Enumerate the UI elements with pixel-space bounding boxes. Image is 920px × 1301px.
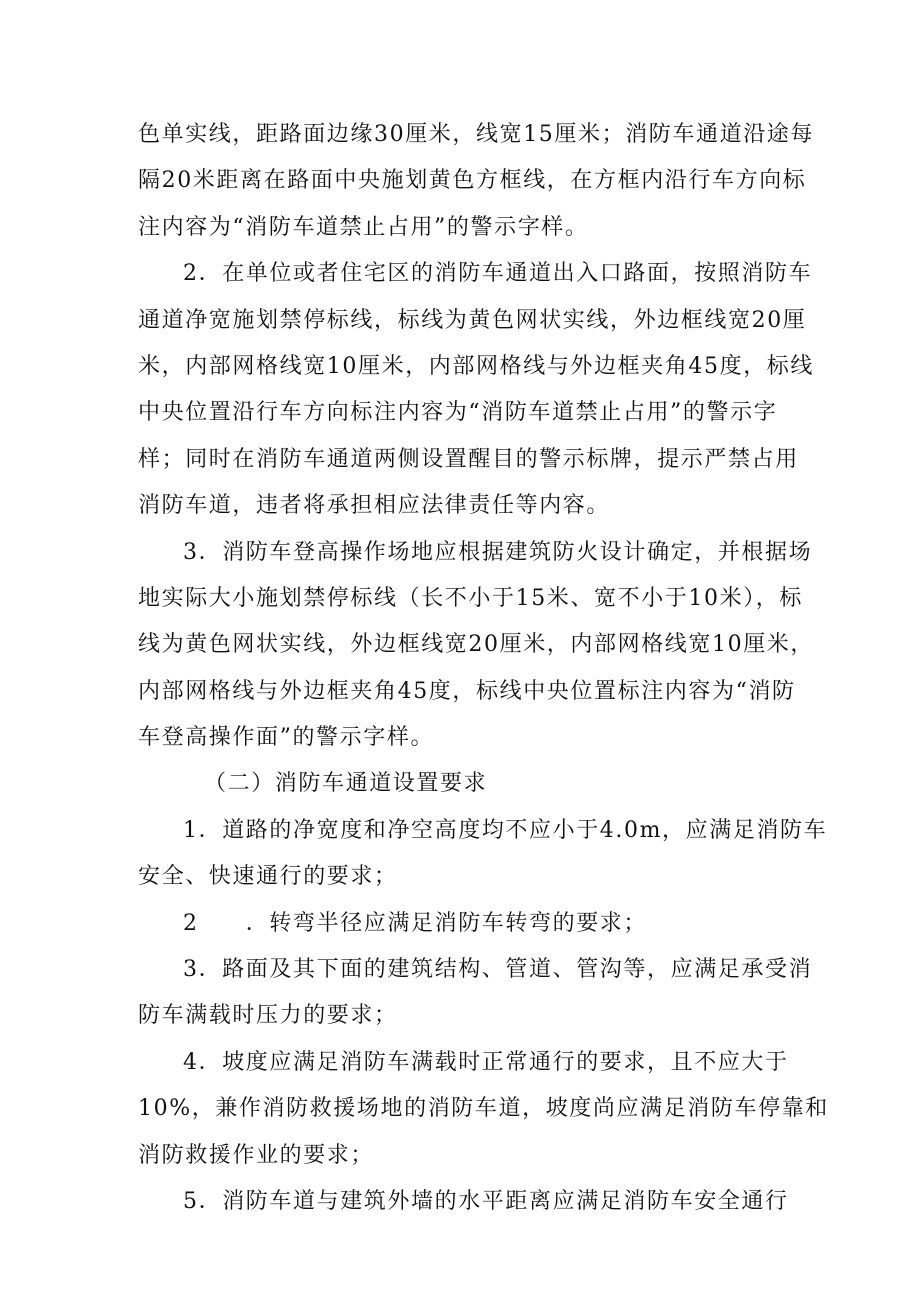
- requirement-5-start: 5．消防车道与建筑外墙的水平距离应满足消防车安全通行: [183, 1188, 789, 1214]
- text-line: 线为黄色网状实线，外边框线宽20厘米，内部网格线宽10厘米，: [138, 632, 814, 658]
- requirement-1-start: 1．道路的净宽度和净空高度均不应小于4.0m，应满足消防车: [183, 817, 828, 843]
- text-line: 隔20米距离在路面中央施划黄色方框线，在方框内沿行车方向标: [138, 168, 807, 194]
- text-line: 通道净宽施划禁停标线，标线为黄色网状实线，外边框线宽20厘: [138, 307, 807, 333]
- text-line: 注内容为“消防车道禁止占用”的警示字样。: [138, 214, 589, 240]
- text-line: 消防车道，违者将承担相应法律责任等内容。: [138, 493, 611, 519]
- text-line: 米，内部网格线宽10厘米，内部网格线与外边框夹角45度，标线: [138, 353, 814, 379]
- text-line: 内部网格线与外边框夹角45度，标线中央位置标注内容为“消防: [138, 678, 796, 704]
- text-line: 色单实线，距路面边缘30厘米，线宽15厘米；消防车通道沿途每: [138, 122, 814, 147]
- paragraph-2-start: 2．在单位或者住宅区的消防车通道出入口路面，按照消防车: [183, 261, 813, 287]
- requirement-3-start: 3．路面及其下面的建筑结构、管道、管沟等，应满足承受消: [183, 957, 813, 983]
- text-line: 10%，兼作消防救援场地的消防车道，坡度尚应满足消防车停靠和: [138, 1096, 829, 1122]
- text-line: 消防救援作业的要求；: [138, 1142, 375, 1168]
- section-heading: （二）消防车通道设置要求: [204, 771, 488, 797]
- text-line: 安全、快速通行的要求；: [138, 864, 398, 890]
- text-line: 车登高操作面”的警示字样。: [138, 725, 435, 751]
- text-line: 样；同时在消防车通道两侧设置醒目的警示标牌，提示严禁占用: [138, 446, 799, 472]
- document-body: [138, 112, 829, 1225]
- paragraph-3-start: 3．消防车登高操作场地应根据建筑防火设计确定，并根据场: [183, 539, 813, 565]
- text-line: 中央位置沿行车方向标注内容为“消防车道禁止占用”的警示字: [138, 400, 778, 426]
- text-line: 防车满载时压力的要求；: [138, 1003, 398, 1029]
- text-line: 地实际大小施划禁停标线（长不小于15米、宽不小于10米），标: [138, 585, 803, 611]
- requirement-2: 2 ．转弯半径应满足消防车转弯的要求；: [183, 910, 647, 936]
- requirement-4-start: 4．坡度应满足消防车满载时正常通行的要求，且不应大于: [183, 1049, 789, 1075]
